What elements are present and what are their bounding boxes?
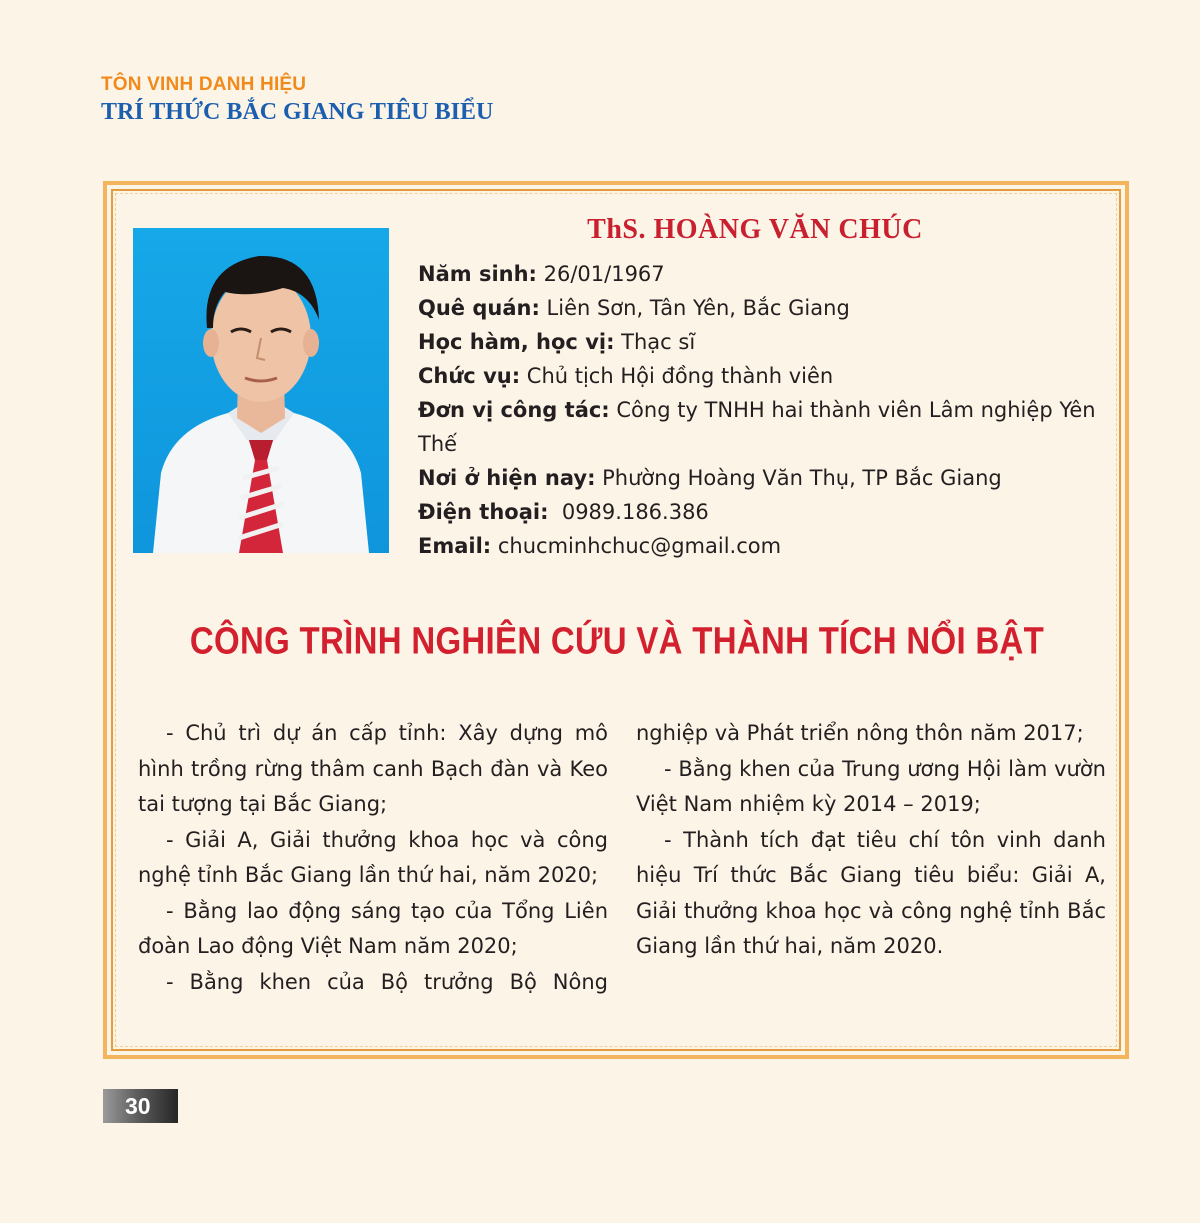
section-title: CÔNG TRÌNH NGHIÊN CỨU VÀ THÀNH TÍCH NỔI BẬT — [189, 619, 1045, 662]
portrait-photo — [133, 228, 389, 553]
achievement-item: - Giải A, Giải thưởng khoa học và công nghệ tỉnh Bắc Giang lần thứ hai, năm 2020; — [138, 827, 608, 887]
achievements-right-column — [636, 716, 1106, 965]
portrait-illustration — [133, 228, 389, 553]
achievements-left-column — [138, 716, 608, 1000]
achievement-item: - Bằng khen của Bộ trưởng Bộ Nông — [166, 969, 608, 994]
header-title: TRÍ THỨC BẮC GIANG TIÊU BIỂU — [101, 99, 494, 125]
achievement-item-continued: nghiệp và Phát triển nông thôn năm 2017; — [636, 721, 1084, 745]
info-position: Chức vụ: Chủ tịch Hội đồng thành viên — [418, 364, 834, 388]
info-hometown: Quê quán: Liên Sơn, Tân Yên, Bắc Giang — [418, 296, 850, 320]
info-residence: Nơi ở hiện nay: Phường Hoàng Văn Thụ, TP Bắc Giang — [418, 466, 1002, 490]
page-number: 30 — [103, 1089, 178, 1123]
info-birth-date: Năm sinh: 26/01/1967 — [418, 262, 665, 286]
achievement-item: - Thành tích đạt tiêu chí tôn vinh danh hiệu Trí thức Bắc Giang tiêu biểu: Giải A, Giải thưởng khoa học và công nghệ tỉnh Bắc Giang lần thứ hai, năm 2020. — [636, 827, 1106, 958]
achievement-item: - Bằng khen của Trung ương Hội làm vườn Việt Nam nhiệm kỳ 2014 – 2019; — [636, 756, 1106, 816]
header-category: TÔN VINH DANH HIỆU — [101, 74, 307, 95]
person-name: ThS. HOÀNG VĂN CHÚC — [587, 214, 923, 245]
page-header — [101, 74, 493, 126]
info-email: Email: chucminhchuc@gmail.com — [418, 534, 782, 558]
achievement-item: - Chủ trì dự án cấp tỉnh: Xây dựng mô hình trồng rừng thâm canh Bạch đàn và Keo tai tượng tại Bắc Giang; — [138, 721, 608, 816]
info-workplace: Đơn vị công tác: Công ty TNHH hai thành viên Lâm nghiệp Yên Thế — [418, 398, 1096, 456]
info-phone: Điện thoại: 0989.186.386 — [418, 500, 709, 524]
profile-info — [418, 257, 1108, 563]
achievement-item: - Bằng lao động sáng tạo của Tổng Liên đoàn Lao động Việt Nam năm 2020; — [138, 898, 608, 958]
info-degree: Học hàm, học vị: Thạc sĩ — [418, 330, 696, 354]
